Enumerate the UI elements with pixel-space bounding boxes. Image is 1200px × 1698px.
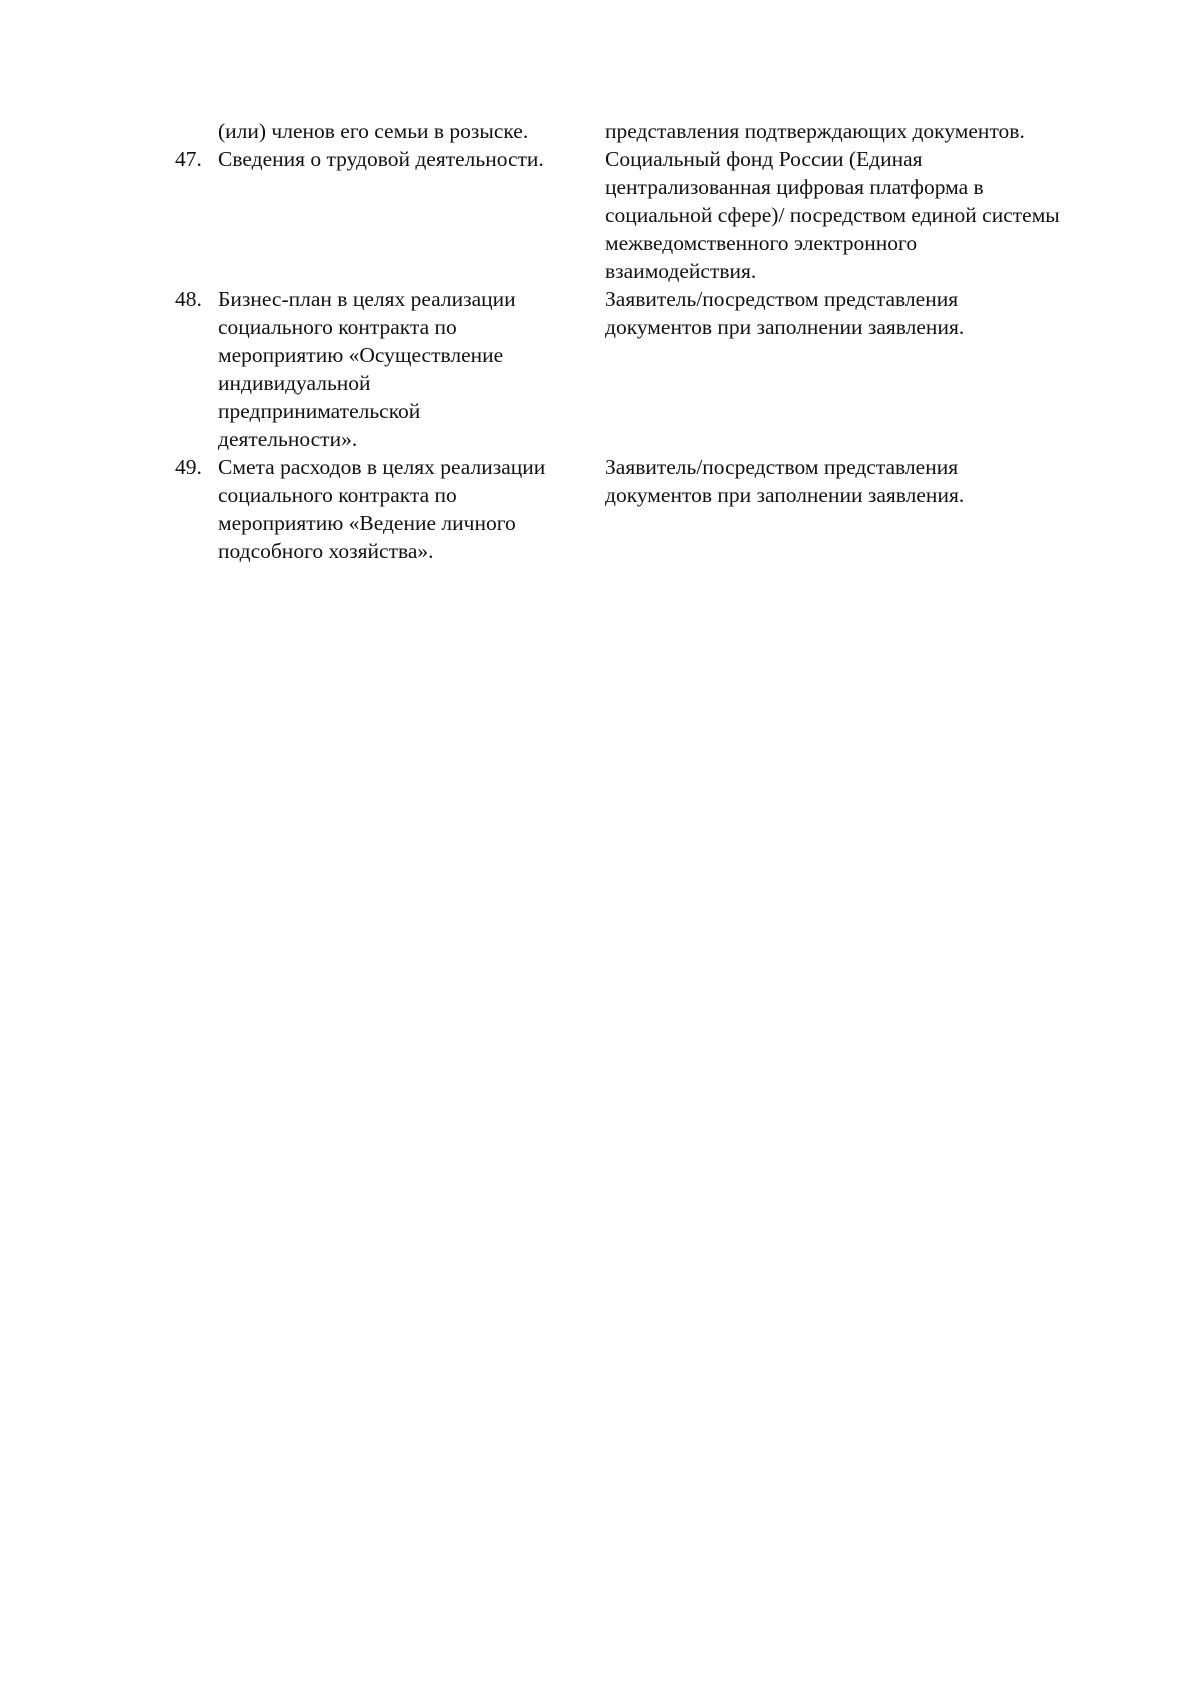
document-source: Социальный фонд России (Единая централизованная цифровая платформа в социальной сфере)/ посредством единой системы межведомственного электронного взаимодействия. [605,147,1060,283]
row-number: 48. [175,287,202,311]
document-source: Заявитель/посредством представления документов при заполнении заявления. [605,287,965,339]
document-name: Смета расходов в целях реализации социального контракта по мероприятию «Ведение личного подсобного хозяйства». [218,455,546,563]
table-row [175,453,1135,565]
documents-table [175,117,1135,565]
document-source: представления подтверждающих документов. [605,119,1025,143]
document-name: Сведения о трудовой деятельности. [218,147,544,171]
row-number: 49. [175,455,202,479]
row-number: 47. [175,147,202,171]
document-source: Заявитель/посредством представления документов при заполнении заявления. [605,455,965,507]
document-name: (или) членов его семьи в розыске. [218,119,529,143]
document-name: Бизнес-план в целях реализации социального контракта по мероприятию «Осуществление индивидуальной предпринимательской деятельности». [218,287,516,451]
table-row [175,145,1135,285]
table-row [175,285,1135,453]
table-row [175,117,1135,145]
